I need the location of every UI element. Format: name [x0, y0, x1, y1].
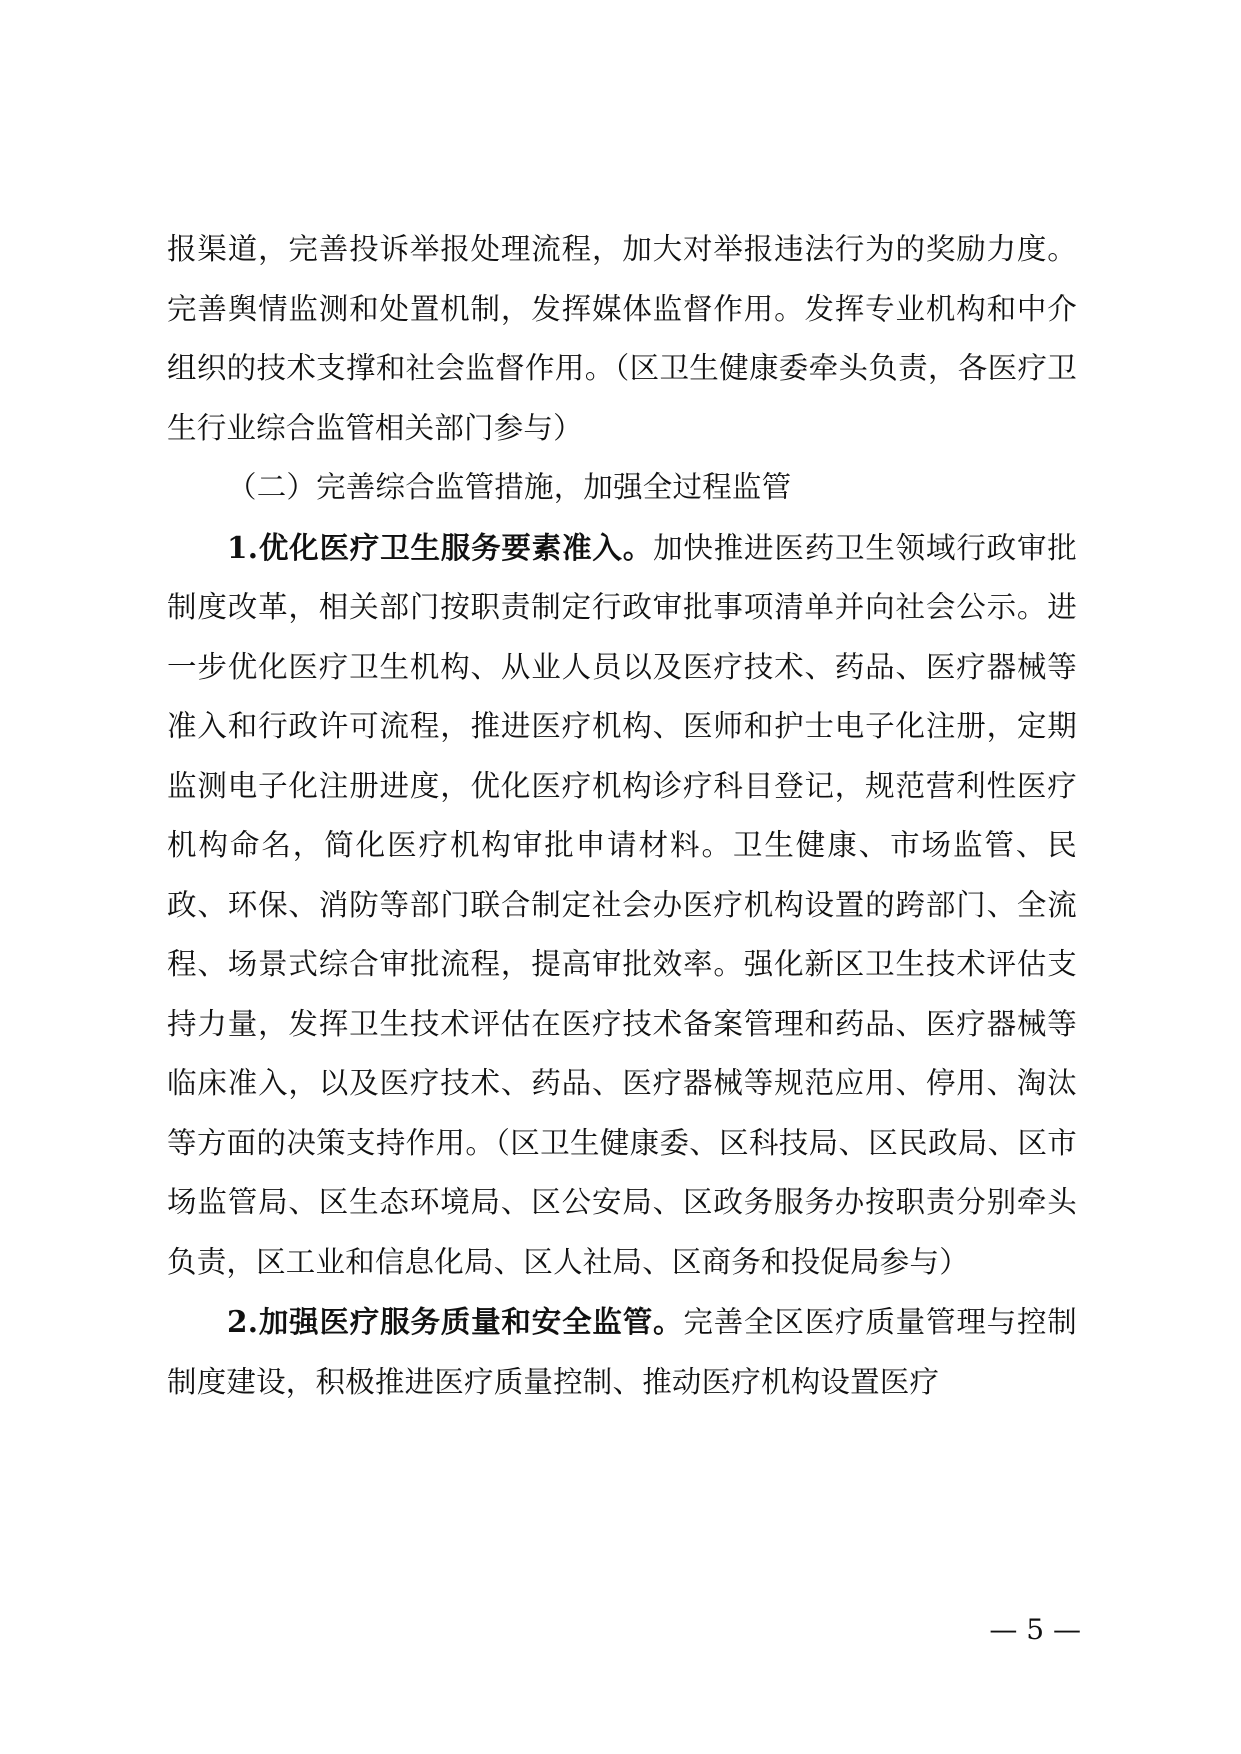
page-number: — 5 — — [989, 1613, 1081, 1646]
paragraph-quality-safety-text: 完善全区医疗质量管理与控制制度建设，积极推进医疗质量控制、推动医疗机构设置医疗 — [167, 1305, 1077, 1399]
paragraph-service-access — [167, 518, 1077, 1293]
subsection-heading-1: 1.优化医疗卫生服务要素准入。 — [227, 529, 654, 565]
paragraph-quality-safety — [167, 1292, 1077, 1412]
body-text — [167, 220, 1077, 1412]
paragraph-reporting-channels: 报渠道，完善投诉举报处理流程，加大对举报违法行为的奖励力度。完善舆情监测和处置机制，发挥媒体监督作用。发挥专业机构和中介组织的技术支撑和社会监督作用。（区卫生健康委牵头负责，各医疗卫生行业综合监管相关部门参与） — [167, 232, 1077, 445]
paragraph-service-access-text: 加快推进医药卫生领域行政审批制度改革，相关部门按职责制定行政审批事项清单并向社会公示。进一步优化医疗卫生机构、从业人员以及医疗技术、药品、医疗器械等准入和行政许可流程，推进医疗机构、医师和护士电子化注册，定期监测电子化注册进度，优化医疗机构诊疗科目登记，规范营利性医疗机构命名，简化医疗机构审批申请材料。卫生健康、市场监管、民政、环保、消防等部门联合制定社会办医疗机构设置的跨部门、全流程、场景式综合审批流程，提高审批效率。强化新区卫生技术评估支持力量，发挥卫生技术评估在医疗技术备案管理和药品、医疗器械等临床准入，以及医疗技术、药品、医疗器械等规范应用、停用、淘汰等方面的决策支持作用。（区卫生健康委、区科技局、区民政局、区市场监管局、区生态环境局、区公安局、区政务服务办按职责分别牵头负责，区工业和信息化局、区人社局、区商务和投促局参与） — [167, 530, 1077, 1279]
section-heading-2: （二）完善综合监管措施，加强全过程监管 — [227, 470, 792, 504]
subsection-heading-2: 2.加强医疗服务质量和安全监管。 — [227, 1304, 684, 1339]
